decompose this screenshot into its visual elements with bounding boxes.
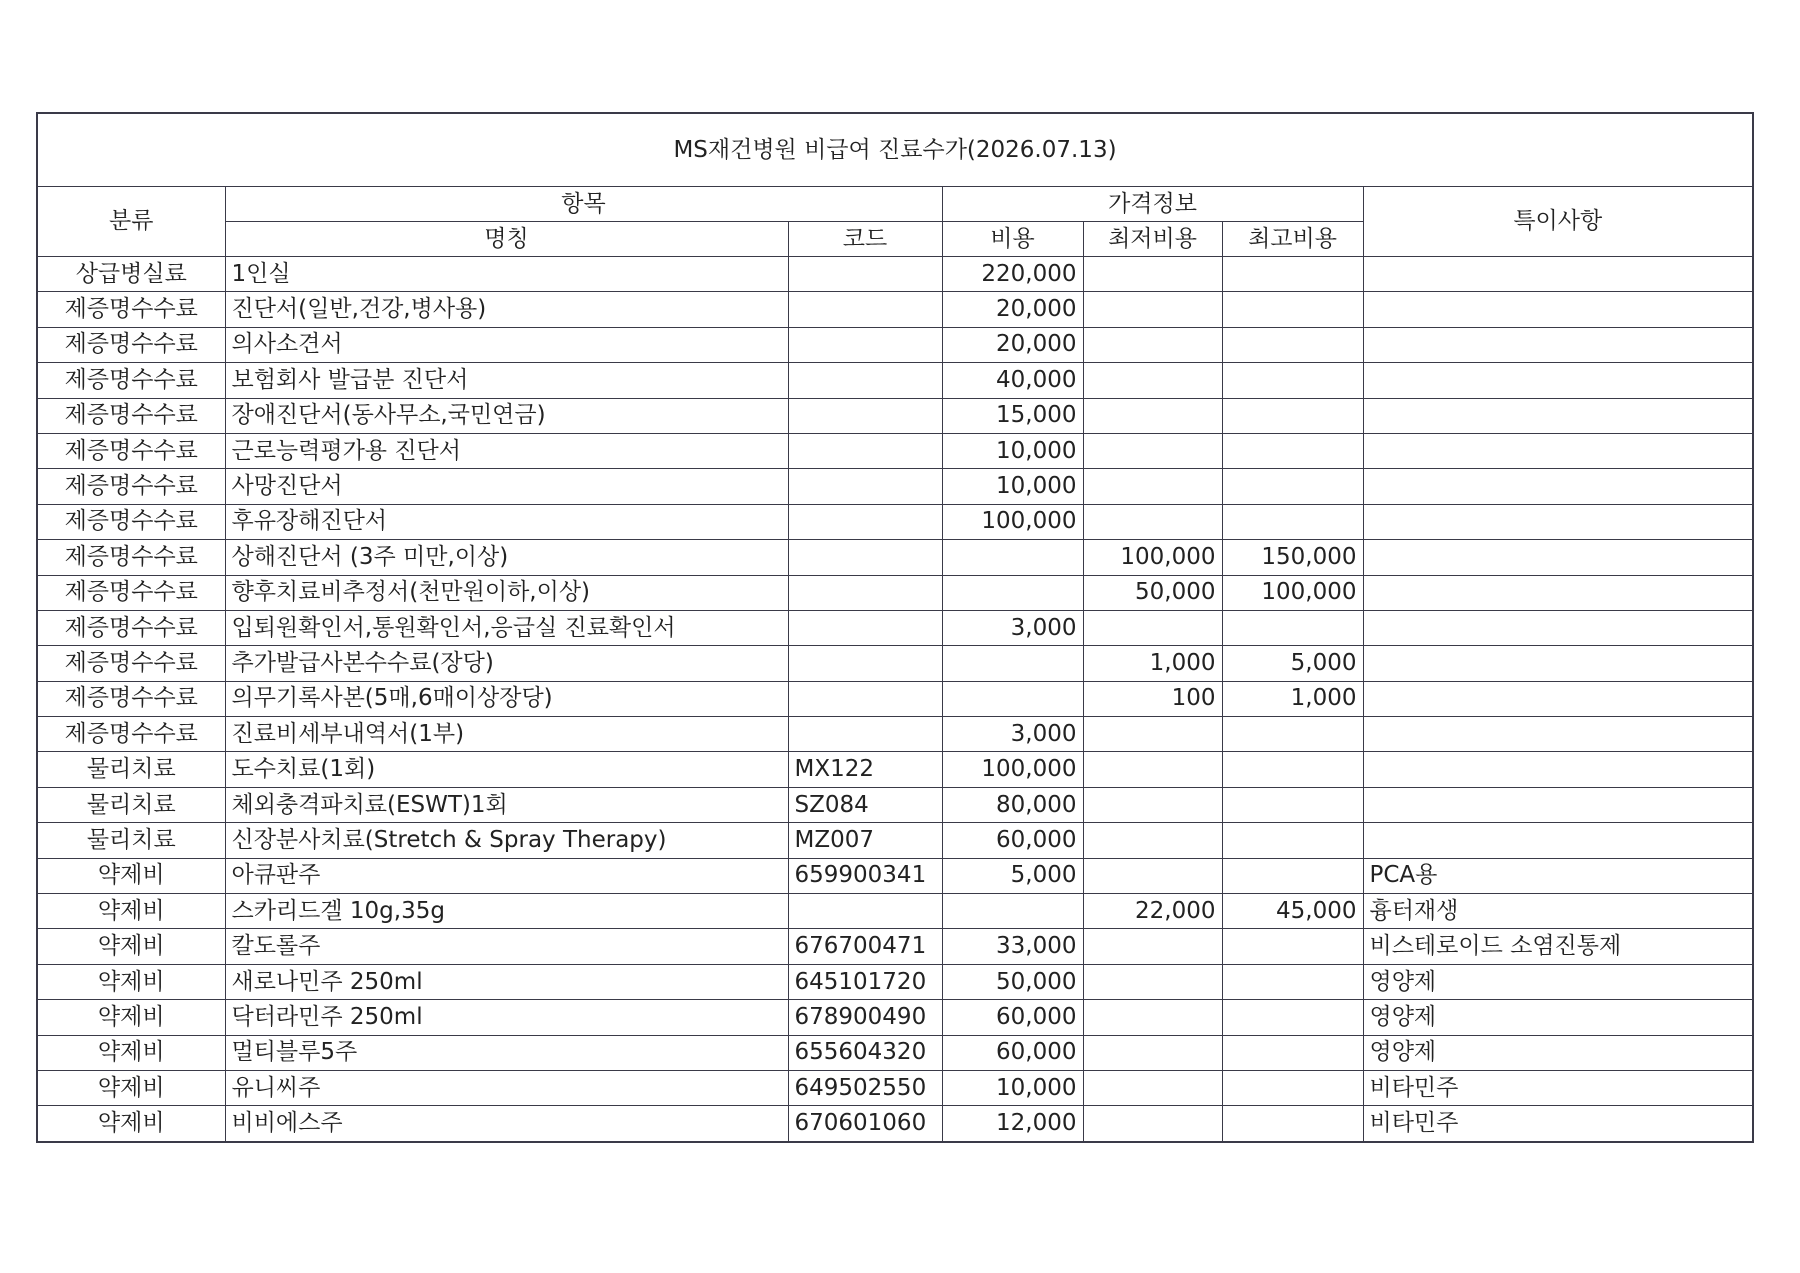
cell-min-cost bbox=[1083, 929, 1222, 964]
cell-name: 의무기록사본(5매,6매이상장당) bbox=[225, 681, 788, 716]
table-row bbox=[37, 1106, 1753, 1142]
cell-max-cost bbox=[1222, 469, 1363, 504]
header-name: 명칭 bbox=[225, 222, 788, 257]
cell-max-cost bbox=[1222, 717, 1363, 752]
cell-min-cost bbox=[1083, 1000, 1222, 1035]
cell-category: 제증명수수료 bbox=[37, 681, 225, 716]
table-row bbox=[37, 1000, 1753, 1035]
cell-min-cost bbox=[1083, 823, 1222, 858]
table-body bbox=[37, 257, 1753, 1142]
cell-cost bbox=[942, 681, 1083, 716]
header-max-cost: 최고비용 bbox=[1222, 222, 1363, 257]
cell-code bbox=[788, 575, 942, 610]
cell-note bbox=[1363, 327, 1753, 362]
cell-name: 의사소견서 bbox=[225, 327, 788, 362]
cell-category: 제증명수수료 bbox=[37, 540, 225, 575]
cell-cost: 20,000 bbox=[942, 327, 1083, 362]
cell-category: 제증명수수료 bbox=[37, 398, 225, 433]
cell-name: 1인실 bbox=[225, 257, 788, 292]
cell-name: 체외충격파치료(ESWT)1회 bbox=[225, 787, 788, 822]
cell-max-cost: 100,000 bbox=[1222, 575, 1363, 610]
cell-note bbox=[1363, 823, 1753, 858]
header-code: 코드 bbox=[788, 222, 942, 257]
cell-code: 655604320 bbox=[788, 1035, 942, 1070]
cell-category: 약제비 bbox=[37, 1000, 225, 1035]
cell-category: 약제비 bbox=[37, 964, 225, 999]
cell-note bbox=[1363, 540, 1753, 575]
cell-name: 근로능력평가용 진단서 bbox=[225, 433, 788, 468]
cell-cost: 220,000 bbox=[942, 257, 1083, 292]
cell-category: 제증명수수료 bbox=[37, 717, 225, 752]
cell-code: 659900341 bbox=[788, 858, 942, 893]
cell-category: 제증명수수료 bbox=[37, 469, 225, 504]
cell-max-cost: 45,000 bbox=[1222, 894, 1363, 929]
cell-category: 물리치료 bbox=[37, 823, 225, 858]
cell-max-cost bbox=[1222, 292, 1363, 327]
cell-note: 영양제 bbox=[1363, 964, 1753, 999]
cell-name: 유니씨주 bbox=[225, 1070, 788, 1105]
cell-min-cost bbox=[1083, 610, 1222, 645]
cell-min-cost bbox=[1083, 398, 1222, 433]
cell-code bbox=[788, 504, 942, 539]
table-row bbox=[37, 575, 1753, 610]
table-row bbox=[37, 469, 1753, 504]
cell-code bbox=[788, 398, 942, 433]
cell-name: 추가발급사본수수료(장당) bbox=[225, 646, 788, 681]
header-min-cost: 최저비용 bbox=[1083, 222, 1222, 257]
cell-note bbox=[1363, 257, 1753, 292]
cell-cost: 33,000 bbox=[942, 929, 1083, 964]
header-item-group: 항목 bbox=[225, 187, 942, 222]
cell-min-cost bbox=[1083, 752, 1222, 787]
cell-note bbox=[1363, 752, 1753, 787]
cell-code bbox=[788, 717, 942, 752]
cell-cost: 10,000 bbox=[942, 469, 1083, 504]
table-row bbox=[37, 363, 1753, 398]
cell-category: 물리치료 bbox=[37, 752, 225, 787]
header-cost: 비용 bbox=[942, 222, 1083, 257]
fee-table bbox=[36, 112, 1754, 1143]
cell-max-cost bbox=[1222, 1000, 1363, 1035]
cell-name: 장애진단서(동사무소,국민연금) bbox=[225, 398, 788, 433]
cell-code: MX122 bbox=[788, 752, 942, 787]
cell-code bbox=[788, 433, 942, 468]
cell-code bbox=[788, 681, 942, 716]
cell-max-cost bbox=[1222, 858, 1363, 893]
cell-cost: 10,000 bbox=[942, 1070, 1083, 1105]
cell-name: 사망진단서 bbox=[225, 469, 788, 504]
cell-max-cost bbox=[1222, 433, 1363, 468]
cell-cost: 15,000 bbox=[942, 398, 1083, 433]
cell-code: 676700471 bbox=[788, 929, 942, 964]
cell-min-cost bbox=[1083, 257, 1222, 292]
header-price-group: 가격정보 bbox=[942, 187, 1363, 222]
cell-cost bbox=[942, 894, 1083, 929]
document-title: MS재건병원 비급여 진료수가(2026.07.13) bbox=[37, 113, 1753, 187]
cell-cost: 3,000 bbox=[942, 717, 1083, 752]
table-row bbox=[37, 752, 1753, 787]
table-row bbox=[37, 1035, 1753, 1070]
cell-min-cost bbox=[1083, 363, 1222, 398]
table-row bbox=[37, 610, 1753, 645]
table-row bbox=[37, 327, 1753, 362]
cell-min-cost bbox=[1083, 858, 1222, 893]
cell-name: 진료비세부내역서(1부) bbox=[225, 717, 788, 752]
cell-min-cost: 1,000 bbox=[1083, 646, 1222, 681]
cell-note: 영양제 bbox=[1363, 1000, 1753, 1035]
cell-min-cost bbox=[1083, 1106, 1222, 1142]
table-row bbox=[37, 1070, 1753, 1105]
cell-category: 제증명수수료 bbox=[37, 610, 225, 645]
cell-code bbox=[788, 894, 942, 929]
cell-name: 신장분사치료(Stretch & Spray Therapy) bbox=[225, 823, 788, 858]
cell-name: 향후치료비추정서(천만원이하,이상) bbox=[225, 575, 788, 610]
cell-note bbox=[1363, 681, 1753, 716]
cell-cost bbox=[942, 540, 1083, 575]
cell-max-cost bbox=[1222, 787, 1363, 822]
cell-max-cost bbox=[1222, 327, 1363, 362]
cell-name: 멀티블루5주 bbox=[225, 1035, 788, 1070]
cell-min-cost bbox=[1083, 1070, 1222, 1105]
cell-min-cost bbox=[1083, 327, 1222, 362]
cell-max-cost: 1,000 bbox=[1222, 681, 1363, 716]
cell-cost: 60,000 bbox=[942, 1035, 1083, 1070]
cell-min-cost bbox=[1083, 292, 1222, 327]
table-row bbox=[37, 964, 1753, 999]
cell-note: 비스테로이드 소염진통제 bbox=[1363, 929, 1753, 964]
cell-note bbox=[1363, 717, 1753, 752]
cell-category: 제증명수수료 bbox=[37, 504, 225, 539]
cell-category: 제증명수수료 bbox=[37, 292, 225, 327]
cell-category: 약제비 bbox=[37, 1035, 225, 1070]
cell-category: 약제비 bbox=[37, 929, 225, 964]
cell-min-cost: 22,000 bbox=[1083, 894, 1222, 929]
header-notes: 특이사항 bbox=[1363, 187, 1753, 257]
table-row bbox=[37, 540, 1753, 575]
cell-min-cost bbox=[1083, 717, 1222, 752]
table-row bbox=[37, 398, 1753, 433]
cell-max-cost bbox=[1222, 929, 1363, 964]
cell-note bbox=[1363, 398, 1753, 433]
cell-max-cost bbox=[1222, 1106, 1363, 1142]
cell-note bbox=[1363, 292, 1753, 327]
table-row bbox=[37, 717, 1753, 752]
table-row bbox=[37, 433, 1753, 468]
cell-note bbox=[1363, 646, 1753, 681]
cell-note: PCA용 bbox=[1363, 858, 1753, 893]
table-row bbox=[37, 257, 1753, 292]
cell-note bbox=[1363, 610, 1753, 645]
table-row bbox=[37, 646, 1753, 681]
cell-max-cost bbox=[1222, 363, 1363, 398]
cell-cost: 10,000 bbox=[942, 433, 1083, 468]
cell-name: 아큐판주 bbox=[225, 858, 788, 893]
cell-category: 제증명수수료 bbox=[37, 646, 225, 681]
cell-max-cost bbox=[1222, 964, 1363, 999]
cell-name: 도수치료(1회) bbox=[225, 752, 788, 787]
cell-code: 678900490 bbox=[788, 1000, 942, 1035]
cell-code bbox=[788, 327, 942, 362]
cell-code bbox=[788, 292, 942, 327]
cell-note: 영양제 bbox=[1363, 1035, 1753, 1070]
cell-max-cost bbox=[1222, 1035, 1363, 1070]
cell-category: 약제비 bbox=[37, 858, 225, 893]
cell-category: 제증명수수료 bbox=[37, 575, 225, 610]
cell-max-cost bbox=[1222, 504, 1363, 539]
cell-min-cost bbox=[1083, 433, 1222, 468]
cell-max-cost bbox=[1222, 610, 1363, 645]
cell-min-cost bbox=[1083, 787, 1222, 822]
cell-name: 비비에스주 bbox=[225, 1106, 788, 1142]
cell-code bbox=[788, 540, 942, 575]
cell-note bbox=[1363, 575, 1753, 610]
table-row bbox=[37, 787, 1753, 822]
cell-cost bbox=[942, 646, 1083, 681]
cell-max-cost bbox=[1222, 398, 1363, 433]
cell-cost: 40,000 bbox=[942, 363, 1083, 398]
cell-name: 닥터라민주 250ml bbox=[225, 1000, 788, 1035]
cell-max-cost bbox=[1222, 1070, 1363, 1105]
cell-category: 제증명수수료 bbox=[37, 327, 225, 362]
cell-category: 제증명수수료 bbox=[37, 433, 225, 468]
cell-name: 새로나민주 250ml bbox=[225, 964, 788, 999]
cell-name: 진단서(일반,건강,병사용) bbox=[225, 292, 788, 327]
cell-code bbox=[788, 646, 942, 681]
cell-category: 물리치료 bbox=[37, 787, 225, 822]
cell-name: 후유장해진단서 bbox=[225, 504, 788, 539]
cell-code: SZ084 bbox=[788, 787, 942, 822]
cell-min-cost bbox=[1083, 469, 1222, 504]
cell-cost: 100,000 bbox=[942, 504, 1083, 539]
cell-max-cost bbox=[1222, 752, 1363, 787]
cell-max-cost bbox=[1222, 257, 1363, 292]
table-row bbox=[37, 292, 1753, 327]
cell-cost: 60,000 bbox=[942, 823, 1083, 858]
cell-category: 약제비 bbox=[37, 1070, 225, 1105]
cell-cost: 12,000 bbox=[942, 1106, 1083, 1142]
cell-code bbox=[788, 610, 942, 645]
cell-min-cost: 100 bbox=[1083, 681, 1222, 716]
cell-code bbox=[788, 363, 942, 398]
cell-code bbox=[788, 469, 942, 504]
table-row bbox=[37, 681, 1753, 716]
cell-category: 상급병실료 bbox=[37, 257, 225, 292]
cell-min-cost: 50,000 bbox=[1083, 575, 1222, 610]
cell-note bbox=[1363, 363, 1753, 398]
cell-name: 상해진단서 (3주 미만,이상) bbox=[225, 540, 788, 575]
cell-min-cost bbox=[1083, 964, 1222, 999]
cell-max-cost bbox=[1222, 823, 1363, 858]
cell-cost: 100,000 bbox=[942, 752, 1083, 787]
table-row bbox=[37, 823, 1753, 858]
cell-cost: 60,000 bbox=[942, 1000, 1083, 1035]
cell-code: MZ007 bbox=[788, 823, 942, 858]
table-row bbox=[37, 894, 1753, 929]
cell-note bbox=[1363, 433, 1753, 468]
table-row bbox=[37, 929, 1753, 964]
table-row bbox=[37, 858, 1753, 893]
cell-category: 약제비 bbox=[37, 894, 225, 929]
cell-cost: 5,000 bbox=[942, 858, 1083, 893]
cell-note bbox=[1363, 469, 1753, 504]
cell-max-cost: 150,000 bbox=[1222, 540, 1363, 575]
cell-cost: 50,000 bbox=[942, 964, 1083, 999]
cell-note bbox=[1363, 504, 1753, 539]
cell-note: 비타민주 bbox=[1363, 1106, 1753, 1142]
cell-code bbox=[788, 257, 942, 292]
cell-min-cost bbox=[1083, 504, 1222, 539]
table-row bbox=[37, 504, 1753, 539]
cell-cost bbox=[942, 575, 1083, 610]
cell-max-cost: 5,000 bbox=[1222, 646, 1363, 681]
cell-cost: 80,000 bbox=[942, 787, 1083, 822]
cell-min-cost: 100,000 bbox=[1083, 540, 1222, 575]
cell-category: 제증명수수료 bbox=[37, 363, 225, 398]
cell-note bbox=[1363, 787, 1753, 822]
header-category: 분류 bbox=[37, 187, 225, 257]
cell-cost: 3,000 bbox=[942, 610, 1083, 645]
cell-name: 보험회사 발급분 진단서 bbox=[225, 363, 788, 398]
cell-name: 스카리드겔 10g,35g bbox=[225, 894, 788, 929]
cell-name: 입퇴원확인서,통원확인서,응급실 진료확인서 bbox=[225, 610, 788, 645]
cell-code: 645101720 bbox=[788, 964, 942, 999]
cell-category: 약제비 bbox=[37, 1106, 225, 1142]
cell-code: 670601060 bbox=[788, 1106, 942, 1142]
cell-code: 649502550 bbox=[788, 1070, 942, 1105]
cell-name: 칼도롤주 bbox=[225, 929, 788, 964]
cell-cost: 20,000 bbox=[942, 292, 1083, 327]
cell-min-cost bbox=[1083, 1035, 1222, 1070]
cell-note: 비타민주 bbox=[1363, 1070, 1753, 1105]
cell-note: 흉터재생 bbox=[1363, 894, 1753, 929]
